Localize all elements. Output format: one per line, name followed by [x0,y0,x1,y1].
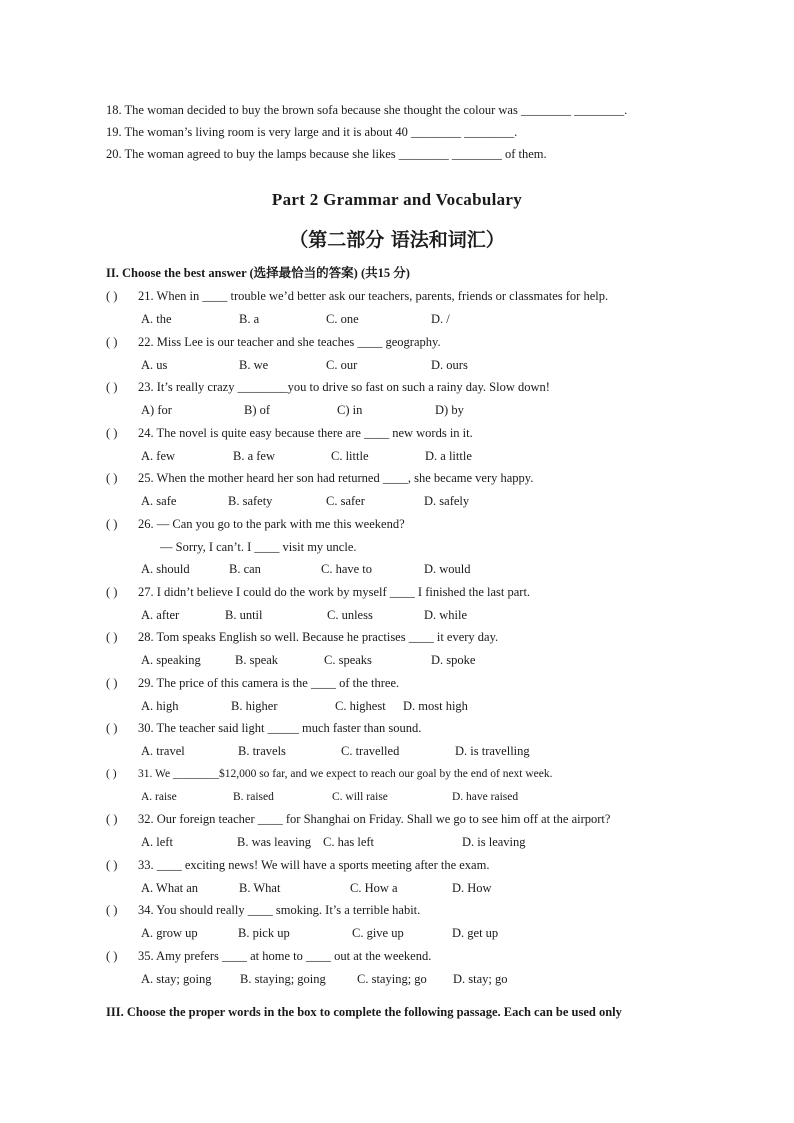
question-stem: 35. Amy prefers ____ at home to ____ out at the weekend. [138,948,432,963]
option-a[interactable]: A. us [141,357,168,372]
part-title: Part 2 Grammar and Vocabulary [271,190,523,209]
option-b[interactable]: B. speak [235,653,279,667]
question-21 [106,288,608,304]
question-23 [106,379,550,395]
question-stem: 24. The novel is quite easy because there are ____ new words in it. [138,425,473,440]
question-stem: 34. You should really ____ smoking. It’s a terrible habit. [138,903,421,917]
option-a[interactable]: A. after [141,607,180,622]
option-d[interactable]: D) by [435,403,464,417]
question-30 [106,720,421,736]
question-stem: 33. ____ exciting news! We will have a sports meeting after the exam. [138,857,490,872]
question-22 [106,334,441,350]
option-c[interactable]: C. unless [327,607,373,622]
option-c[interactable]: C. our [326,357,358,372]
option-a[interactable]: A. raise [141,790,177,803]
question-33 [106,857,489,873]
question-28 [106,629,498,645]
option-d[interactable]: D. get up [452,926,499,940]
option-d[interactable]: D. have raised [452,790,519,803]
option-c[interactable]: C. has left [323,835,375,849]
question-25 [106,470,533,486]
answer-parenthesis[interactable]: ( ) [106,948,118,963]
option-d[interactable]: D. How [452,880,492,895]
question-stem: 27. I didn’t believe I could do the work by myself ____ I finished the last part. [138,584,531,599]
option-a[interactable]: A) for [141,403,172,417]
option-c[interactable]: C. safer [326,494,365,508]
option-b[interactable]: B. was leaving [237,835,311,849]
question-18: 18. The woman decided to buy the brown sofa because she thought the colour was ________ ________. [106,103,628,117]
answer-parenthesis[interactable]: ( ) [106,380,118,394]
question-stem: 23. It’s really crazy ________you to drive so fast on such a rainy day. Slow down! [138,380,550,394]
question-29 [106,675,399,691]
option-c[interactable]: C. travelled [341,744,400,758]
question-24 [106,425,473,441]
question-35 [106,948,431,964]
option-b[interactable]: B. safety [228,494,273,508]
question-27 [106,584,530,600]
option-a[interactable]: A. stay; going [141,971,212,986]
option-d[interactable]: D. while [424,607,468,622]
option-c[interactable]: C. little [331,448,369,463]
question-stem: 22. Miss Lee is our teacher and she teaches ____ geography. [138,334,441,349]
option-a[interactable]: A. What an [141,880,199,895]
question-26 [106,516,405,532]
answer-parenthesis[interactable]: ( ) [106,675,118,690]
question-stem: 30. The teacher said light _____ much faster than sound. [138,721,422,735]
answer-parenthesis[interactable]: ( ) [106,584,118,599]
answer-parenthesis[interactable]: ( ) [106,334,118,349]
option-b[interactable]: B. higher [231,698,278,713]
option-a[interactable]: A. grow up [141,926,198,940]
option-a[interactable]: A. safe [141,494,177,508]
option-a[interactable]: A. the [141,312,172,326]
answer-parenthesis[interactable]: ( ) [106,812,118,826]
option-b[interactable]: B. until [225,607,263,622]
option-c[interactable]: C. have to [321,562,373,576]
answer-parenthesis[interactable]: ( ) [106,516,118,531]
question-31 [106,766,553,782]
option-d[interactable]: D. a little [425,448,472,463]
option-b[interactable]: B. staying; going [240,971,326,986]
option-b[interactable]: B. can [229,562,261,576]
option-c[interactable]: C. How a [350,880,398,895]
option-d[interactable]: D. would [424,562,471,576]
question-stem: 31. We ________$12,000 so far, and we expect to reach our goal by the end of next week. [138,767,553,780]
option-d[interactable]: D. is leaving [462,835,526,849]
question-continuation: — Sorry, I can’t. I ____ visit my uncle. [160,539,357,554]
option-d[interactable]: D. stay; go [453,971,508,986]
option-d[interactable]: D. is travelling [455,744,530,758]
option-d[interactable]: D. safely [424,494,470,508]
option-b[interactable]: B) of [244,403,271,417]
option-b[interactable]: B. What [239,880,281,895]
section-2-heading: II. Choose the best answer (选择最恰当的答案) (共15 分) [106,266,410,280]
option-b[interactable]: B. we [239,357,269,372]
question-20: 20. The woman agreed to buy the lamps because she likes ________ ________ of them. [106,147,547,161]
answer-parenthesis[interactable]: ( ) [106,857,118,872]
option-d[interactable]: D. most high [403,698,468,713]
option-c[interactable]: C. highest [335,698,386,713]
answer-parenthesis[interactable]: ( ) [106,471,118,485]
answer-parenthesis[interactable]: ( ) [106,289,118,303]
option-c[interactable]: C. speaks [324,653,372,667]
option-b[interactable]: B. a few [233,448,275,463]
question-32 [106,811,610,827]
question-stem: 32. Our foreign teacher ____ for Shanghai on Friday. Shall we go to see him off at the airport? [138,812,611,826]
option-d[interactable]: D. / [431,312,450,326]
option-b[interactable]: B. pick up [238,926,290,940]
option-a[interactable]: A. travel [141,744,185,758]
answer-parenthesis[interactable]: ( ) [106,630,118,644]
part-subtitle: （第二部分 语法和词汇） [289,229,505,251]
option-a[interactable]: A. speaking [141,653,201,667]
question-stem: 26. — Can you go to the park with me this weekend? [138,516,405,531]
question-stem: 29. The price of this camera is the ____ of the three. [138,675,400,690]
option-a[interactable]: A. should [141,562,190,576]
question-19: 19. The woman’s living room is very large and it is about 40 ________ ________. [106,125,518,139]
answer-parenthesis[interactable]: ( ) [106,721,118,735]
option-b[interactable]: B. travels [238,744,286,758]
option-a[interactable]: A. few [141,448,176,463]
option-a[interactable]: A. high [141,698,179,713]
question-34 [106,902,420,918]
option-c[interactable]: C. one [326,312,359,326]
option-d[interactable]: D. spoke [431,653,476,667]
question-stem: 28. Tom speaks English so well. Because he practises ____ it every day. [138,630,499,644]
option-c[interactable]: C. staying; go [357,971,427,986]
question-stem: 25. When the mother heard her son had returned ____, she became very happy. [138,471,534,485]
option-b[interactable]: B. raised [233,790,274,803]
option-b[interactable]: B. a [239,312,260,326]
option-a[interactable]: A. left [141,835,173,849]
option-c[interactable]: C) in [337,403,363,417]
option-c[interactable]: C. give up [352,926,404,940]
answer-parenthesis[interactable]: ( ) [106,903,118,917]
answer-parenthesis[interactable]: ( ) [106,425,118,440]
question-stem: 21. When in ____ trouble we’d better ask our teachers, parents, friends or classmates for help. [138,289,609,303]
option-c[interactable]: C. will raise [332,790,388,803]
option-d[interactable]: D. ours [431,357,468,372]
section-3-heading: III. Choose the proper words in the box to complete the following passage. Each can be used only [106,1005,622,1019]
answer-parenthesis[interactable]: ( ) [106,767,117,780]
